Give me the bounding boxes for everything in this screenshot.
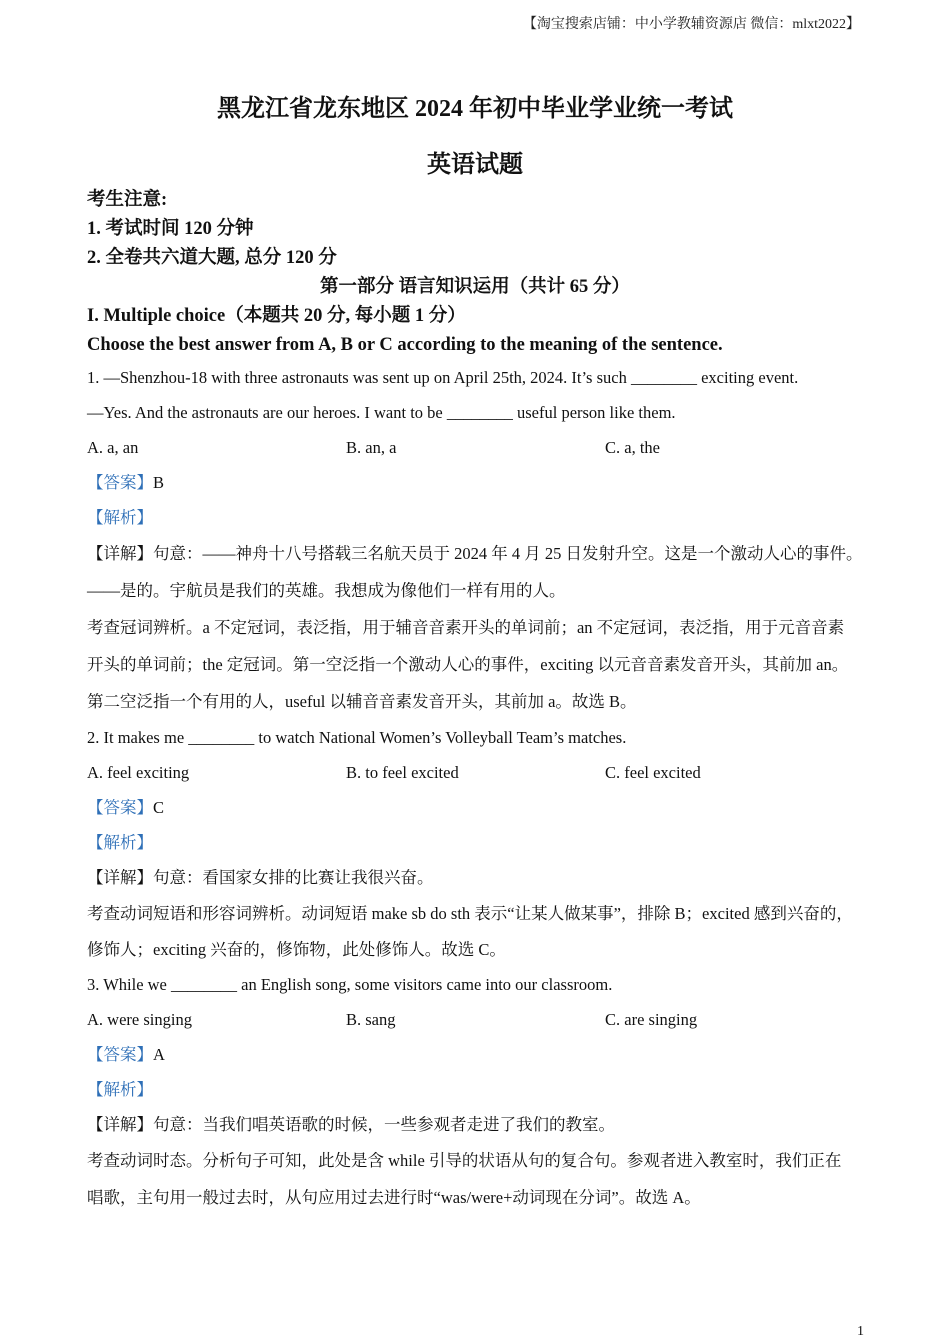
question-3-explanation: 考查动词时态。分析句子可知，此处是含 while 引导的状语从句的复合句。参观者进入教室时，我们正在 — [87, 1151, 842, 1170]
question-1-stem-reply: —Yes. And the astronauts are our heroes. I want to be ________ useful person like them. — [87, 403, 676, 422]
answer-tag: 【答案】 — [87, 798, 153, 817]
option-c: C. feel excited — [605, 763, 701, 782]
question-1-analysis — [87, 500, 877, 535]
option-b: B. an, a — [346, 438, 397, 457]
question-3-explanation: 唱歌，主句用一般过去时，从句应用过去进行时“was/were+动词现在分词”。故选 A。 — [87, 1188, 701, 1207]
question-2-explanation: 修饰人；exciting 兴奋的，修饰物，此处修饰人。故选 C。 — [87, 940, 506, 959]
question-3-answer — [87, 1037, 877, 1072]
answer-value: A — [153, 1045, 165, 1064]
question-1-explanation: 第二空泛指一个有用的人，useful 以辅音音素发音开头，其前加 a。故选 B。 — [87, 692, 637, 711]
answer-value: C — [153, 798, 165, 817]
section-instruction: Choose the best answer from A, B or C according to the meaning of the sentence. — [87, 335, 723, 355]
question-1-explanation: 考查冠词辨析。a 不定冠词，表泛指，用于辅音音素开头的单词前；an 不定冠词，表泛指，用于元音音素 — [87, 618, 845, 637]
header-note: 【淘宝搜索店铺：中小学教辅资源店 微信：mlxt2022】 — [522, 17, 860, 32]
notice-heading: 考生注意: — [87, 190, 168, 210]
question-1-detail: ——是的。宇航员是我们的英雄。我想成为像他们一样有用的人。 — [87, 581, 566, 600]
option-c: C. are singing — [605, 1010, 698, 1029]
question-2-options — [87, 755, 877, 790]
question-1-stem: 1. —Shenzhou-18 with three astronauts was sent up on April 25th, 2024. It’s such ________ exciting event. — [87, 368, 799, 387]
exam-content — [87, 186, 877, 1216]
option-a: A. a, an — [87, 438, 139, 457]
question-2-detail: 【详解】句意：看国家女排的比赛让我很兴奋。 — [87, 868, 434, 887]
answer-tag: 【答案】 — [87, 1045, 153, 1064]
answer-value: B — [153, 473, 165, 492]
question-2-answer — [87, 790, 877, 825]
question-1-answer — [87, 465, 877, 500]
notice-item-1: 1. 考试时间 120 分钟 — [87, 219, 254, 239]
question-2-explanation: 考查动词短语和形容词辨析。动词短语 make sb do sth 表示“让某人做某事”，排除 B；excited 感到兴奋的， — [87, 904, 853, 923]
question-3-stem: 3. While we ________ an English song, some visitors came into our classroom. — [87, 975, 613, 994]
question-1-explanation: 开头的单词前；the 定冠词。第一空泛指一个激动人心的事件，exciting 以元音音素发音开头，其前加 an。 — [87, 655, 849, 674]
option-c: C. a, the — [605, 438, 660, 457]
analysis-tag: 【解析】 — [87, 833, 153, 852]
exam-subtitle: 英语试题 — [427, 152, 523, 178]
question-1-options — [87, 430, 877, 465]
answer-tag: 【答案】 — [87, 473, 153, 492]
part-heading: 第一部分 语言知识运用（共计 65 分） — [320, 277, 630, 297]
question-2-analysis — [87, 825, 877, 860]
section-heading: I. Multiple choice（本题共 20 分, 每小题 1 分） — [87, 306, 466, 326]
question-3-detail: 【详解】句意：当我们唱英语歌的时候，一些参观者走进了我们的教室。 — [87, 1115, 615, 1134]
question-1-detail: 【详解】句意：——神舟十八号搭载三名航天员于 2024 年 4 月 25 日发射升空。这是一个激动人心的事件。 — [87, 544, 863, 563]
option-b: B. sang — [346, 1010, 396, 1029]
option-b: B. to feel excited — [346, 763, 459, 782]
analysis-tag: 【解析】 — [87, 508, 153, 527]
option-a: A. were singing — [87, 1010, 192, 1029]
question-2-stem: 2. It makes me ________ to watch National Women’s Volleyball Team’s matches. — [87, 728, 627, 747]
analysis-tag: 【解析】 — [87, 1080, 153, 1099]
notice-item-2: 2. 全卷共六道大题, 总分 120 分 — [87, 248, 337, 268]
question-3-analysis — [87, 1072, 877, 1107]
page-number: 1 — [857, 1324, 864, 1339]
question-3-options — [87, 1002, 877, 1037]
exam-title: 黑龙江省龙东地区 2024 年初中毕业学业统一考试 — [217, 96, 733, 122]
option-a: A. feel exciting — [87, 763, 190, 782]
